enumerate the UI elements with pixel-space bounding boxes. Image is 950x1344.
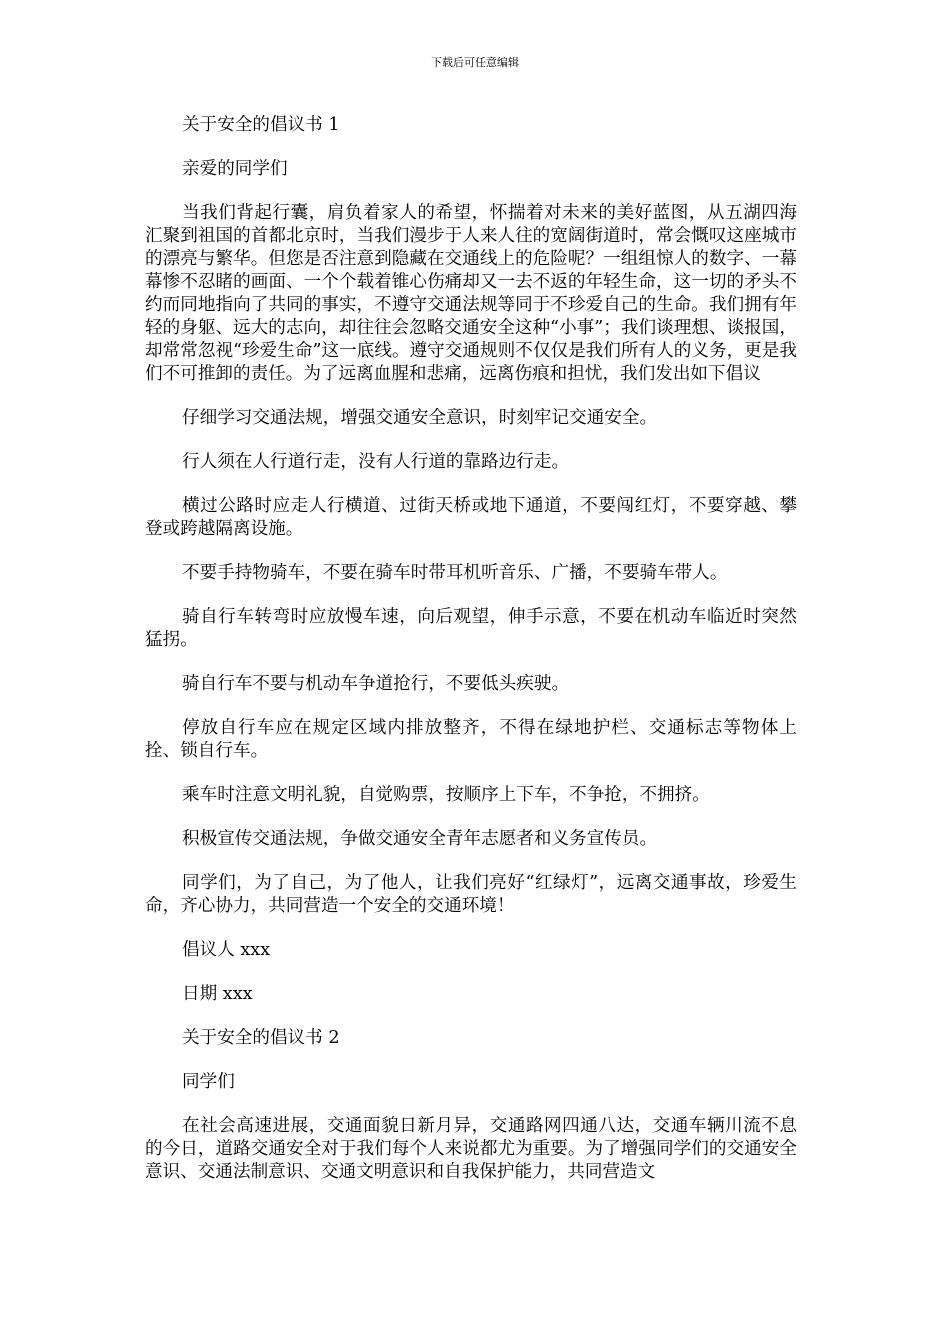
proposal-item: 行人须在人行道行走，没有人行道的靠路边行走。 xyxy=(182,452,570,472)
intro-paragraph: 当我们背起行囊，肩负着家人的希望，怀揣着对未来的美好蓝图，从五湖四海汇聚到祖国的首都北京时，当我们漫步于人来人往的宽阔街道时，常会慨叹这座城市的漂亮与繁华。但您是否注意到隐藏在交通线上的危险呢？一组组惊人的数字、一幕幕惨不忍睹的画面、一个个载着锥心伤痛却又一去不返的年轻生命，这一切的矛头不约而同地指向了共同的事实，不遵守交通法规等同于不珍爱自己的生命。我们拥有年轻的身躯、远大的志向，却往往会忽略交通安全这种“小事”；我们谈理想、谈报国，却常常忽视“珍爱生命”这一底线。遵守交通规则不仅仅是我们所有人的义务，更是我们不可推卸的责任。为了远离血腥和悲痛，远离伤痕和担忧，我们发出如下倡议 xyxy=(145,203,797,384)
proposal-item: 停放自行车应在规定区域内排放整齐，不得在绿地护栏、交通标志等物体上拴、锁自行车。 xyxy=(145,718,797,761)
closing-paragraph: 同学们，为了自己，为了他人，让我们亮好“红绿灯”，远离交通事故，珍爱生命，齐心协力，共同营造一个安全的交通环境！ xyxy=(145,873,797,916)
title-2: 关于安全的倡议书 2 xyxy=(182,1028,340,1048)
proposal-item: 仔细学习交通法规，增强交通安全意识，时刻牢记交通安全。 xyxy=(182,408,658,428)
salutation-1: 亲爱的同学们 xyxy=(182,159,288,179)
signatory: 倡议人 xxx xyxy=(182,940,271,960)
proposal-item: 横过公路时应走人行横道、过街天桥或地下通道，不要闯红灯，不要穿越、攀登或跨越隔离设施。 xyxy=(145,496,797,539)
proposal-item: 骑自行车转弯时应放慢车速，向后观望，伸手示意，不要在机动车临近时突然猛拐。 xyxy=(145,607,797,650)
title-1: 关于安全的倡议书 1 xyxy=(182,115,340,135)
document-body xyxy=(145,114,797,1205)
proposal-item: 不要手持物骑车，不要在骑车时带耳机听音乐、广播，不要骑车带人。 xyxy=(182,563,728,583)
proposal-item: 骑自行车不要与机动车争道抢行，不要低头疾驶。 xyxy=(182,674,570,694)
date-line: 日期 xxx xyxy=(182,984,253,1004)
salutation-2: 同学们 xyxy=(182,1072,235,1092)
proposal-item: 乘车时注意文明礼貌，自觉购票，按顺序上下车，不争抢，不拥挤。 xyxy=(182,785,710,805)
page-header: 下载后可任意编辑 xyxy=(431,56,519,69)
proposal-item: 积极宣传交通法规，争做交通安全青年志愿者和义务宣传员。 xyxy=(182,829,658,849)
body-paragraph: 在社会高速进展，交通面貌日新月异，交通路网四通八达，交通车辆川流不息的今日，道路交通安全对于我们每个人来说都尤为重要。为了增强同学们的交通安全意识、交通法制意识、交通文明意识和自我保护能力，共同营造文 xyxy=(145,1116,797,1182)
